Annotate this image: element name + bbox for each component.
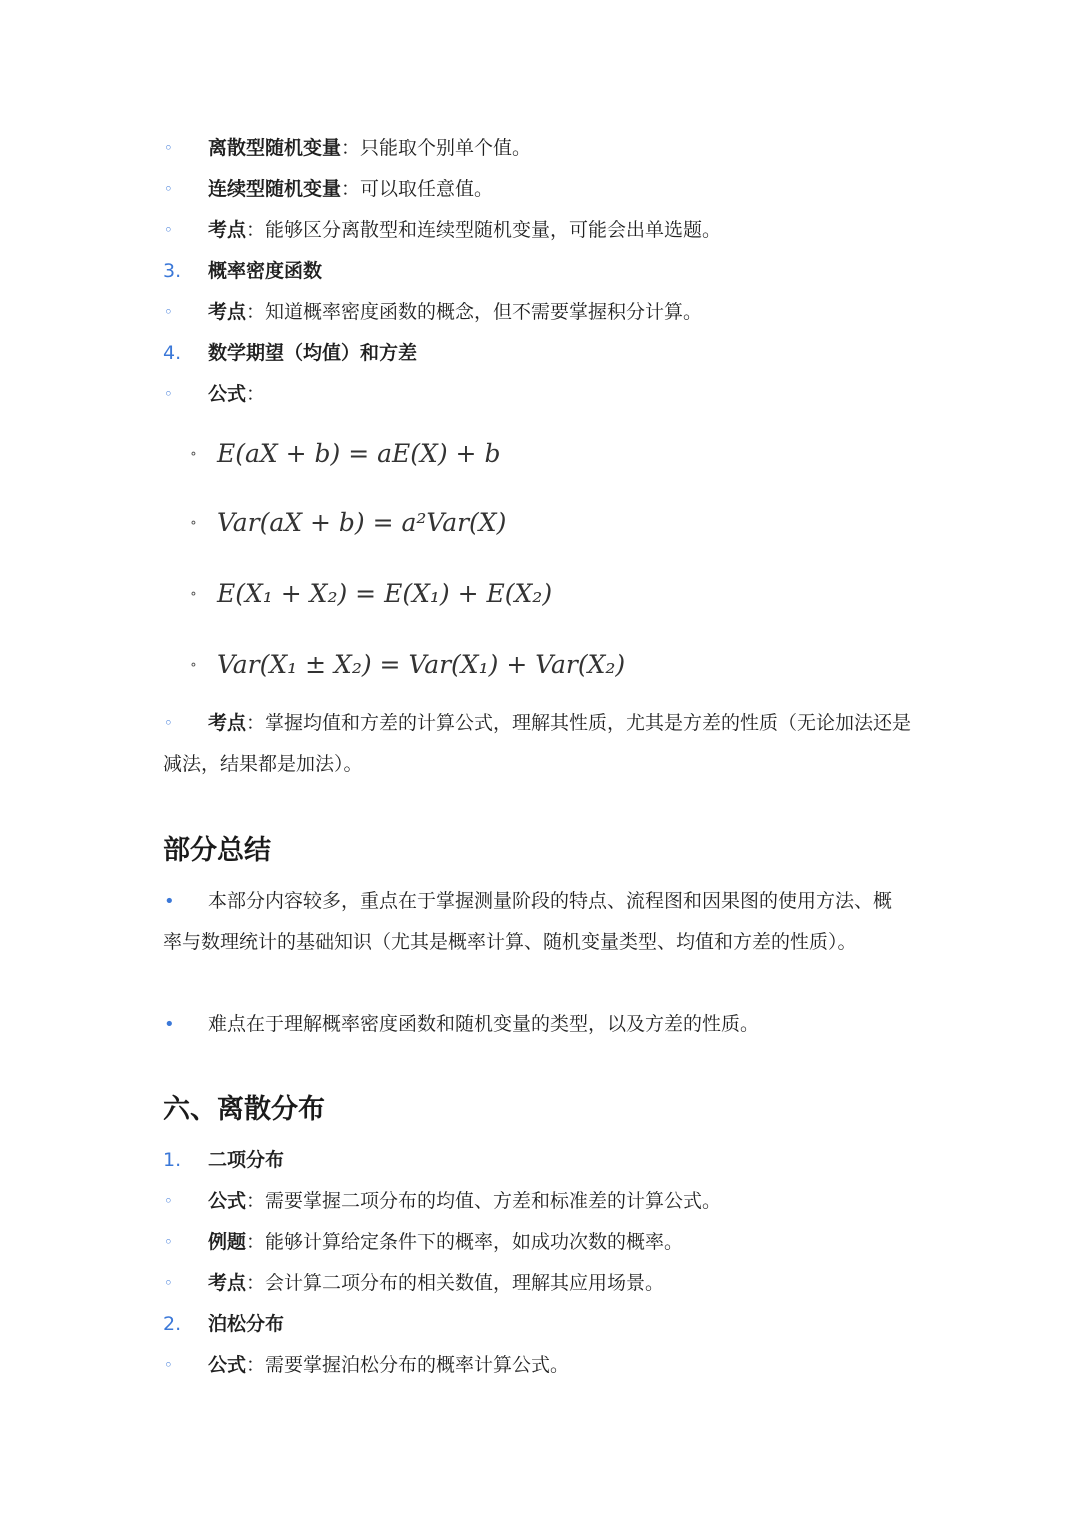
formula-bullet-icon: ∘ [190,657,197,673]
formula-text: E(X₁ + X₂) = E(X₁) + E(X₂) [217,579,553,608]
numbered-item-title: 数学期望（均值）和方差 [208,342,418,364]
circle-bullet-icon: ◦ [164,303,173,321]
item-label: 公式 [208,383,247,405]
section-heading-summary: 部分总结 [163,835,271,866]
item-label: 例题 [208,1231,247,1253]
list-item [163,703,923,785]
item-label: 公式 [208,1190,247,1212]
section-heading-discrete: 六、离散分布 [163,1094,325,1125]
item-text: ：需要掌握泊松分布的概率计算公式。 [246,1354,570,1376]
item-text: ：能够区分离散型和连续型随机变量，可能会出单选题。 [246,219,722,241]
circle-bullet-icon: ◦ [164,180,173,198]
item-text: ：知道概率密度函数的概念，但不需要掌握积分计算。 [246,301,703,323]
formula-bullet-icon: ∘ [190,446,197,462]
item-text: 难点在于理解概率密度函数和随机变量的类型，以及方差的性质。 [208,1013,760,1035]
numbered-item-title: 泊松分布 [208,1313,285,1335]
list-number: 3. [163,260,182,282]
list-number: 1. [163,1149,182,1171]
circle-bullet-icon: ◦ [164,139,173,157]
item-text: ：掌握均值和方差的计算公式，理解其性质，尤其是方差的性质（无论加法还是减法，结果都是加法）。 [163,712,912,775]
list-item [163,1004,923,1045]
circle-bullet-icon: ◦ [164,1192,173,1210]
dot-bullet-icon: • [164,1014,175,1035]
item-label: 公式 [208,1354,247,1376]
circle-bullet-icon: ◦ [164,1274,173,1292]
circle-bullet-icon: ◦ [164,221,173,239]
item-label: 考点 [208,712,247,734]
circle-bullet-icon: ◦ [164,1233,173,1251]
formula-text: Var(X₁ ± X₂) = Var(X₁) + Var(X₂) [217,650,626,679]
item-text: ：需要掌握二项分布的均值、方差和标准差的计算公式。 [246,1190,722,1212]
formula-bullet-icon: ∘ [190,586,197,602]
numbered-item-title: 概率密度函数 [208,260,323,282]
circle-bullet-icon: ◦ [164,714,173,732]
formula-text: E(aX + b) = aE(X) + b [217,439,501,468]
item-label: 离散型随机变量 [208,137,342,159]
item-label: 连续型随机变量 [208,178,342,200]
circle-bullet-icon: ◦ [164,385,173,403]
list-number: 4. [163,342,182,364]
item-label: 考点 [208,219,247,241]
formula-bullet-icon: ∘ [190,515,197,531]
dot-bullet-icon: • [164,891,175,912]
circle-bullet-icon: ◦ [164,1356,173,1374]
list-number: 2. [163,1313,182,1335]
item-text: ：能够计算给定条件下的概率，如成功次数的概率。 [246,1231,684,1253]
formula-text: Var(aX + b) = a²Var(X) [217,508,507,537]
item-text: 本部分内容较多，重点在于掌握测量阶段的特点、流程图和因果图的使用方法、概率与数理统计的基础知识（尤其是概率计算、随机变量类型、均值和方差的性质）。 [163,890,893,953]
item-label: 考点 [208,301,247,323]
item-text: ： [246,383,266,405]
numbered-item-title: 二项分布 [208,1149,285,1171]
item-label: 考点 [208,1272,247,1294]
item-text: ：可以取任意值。 [341,178,494,200]
item-text: ：会计算二项分布的相关数值，理解其应用场景。 [246,1272,665,1294]
list-item [163,881,923,963]
item-text: ：只能取个别单个值。 [341,137,532,159]
